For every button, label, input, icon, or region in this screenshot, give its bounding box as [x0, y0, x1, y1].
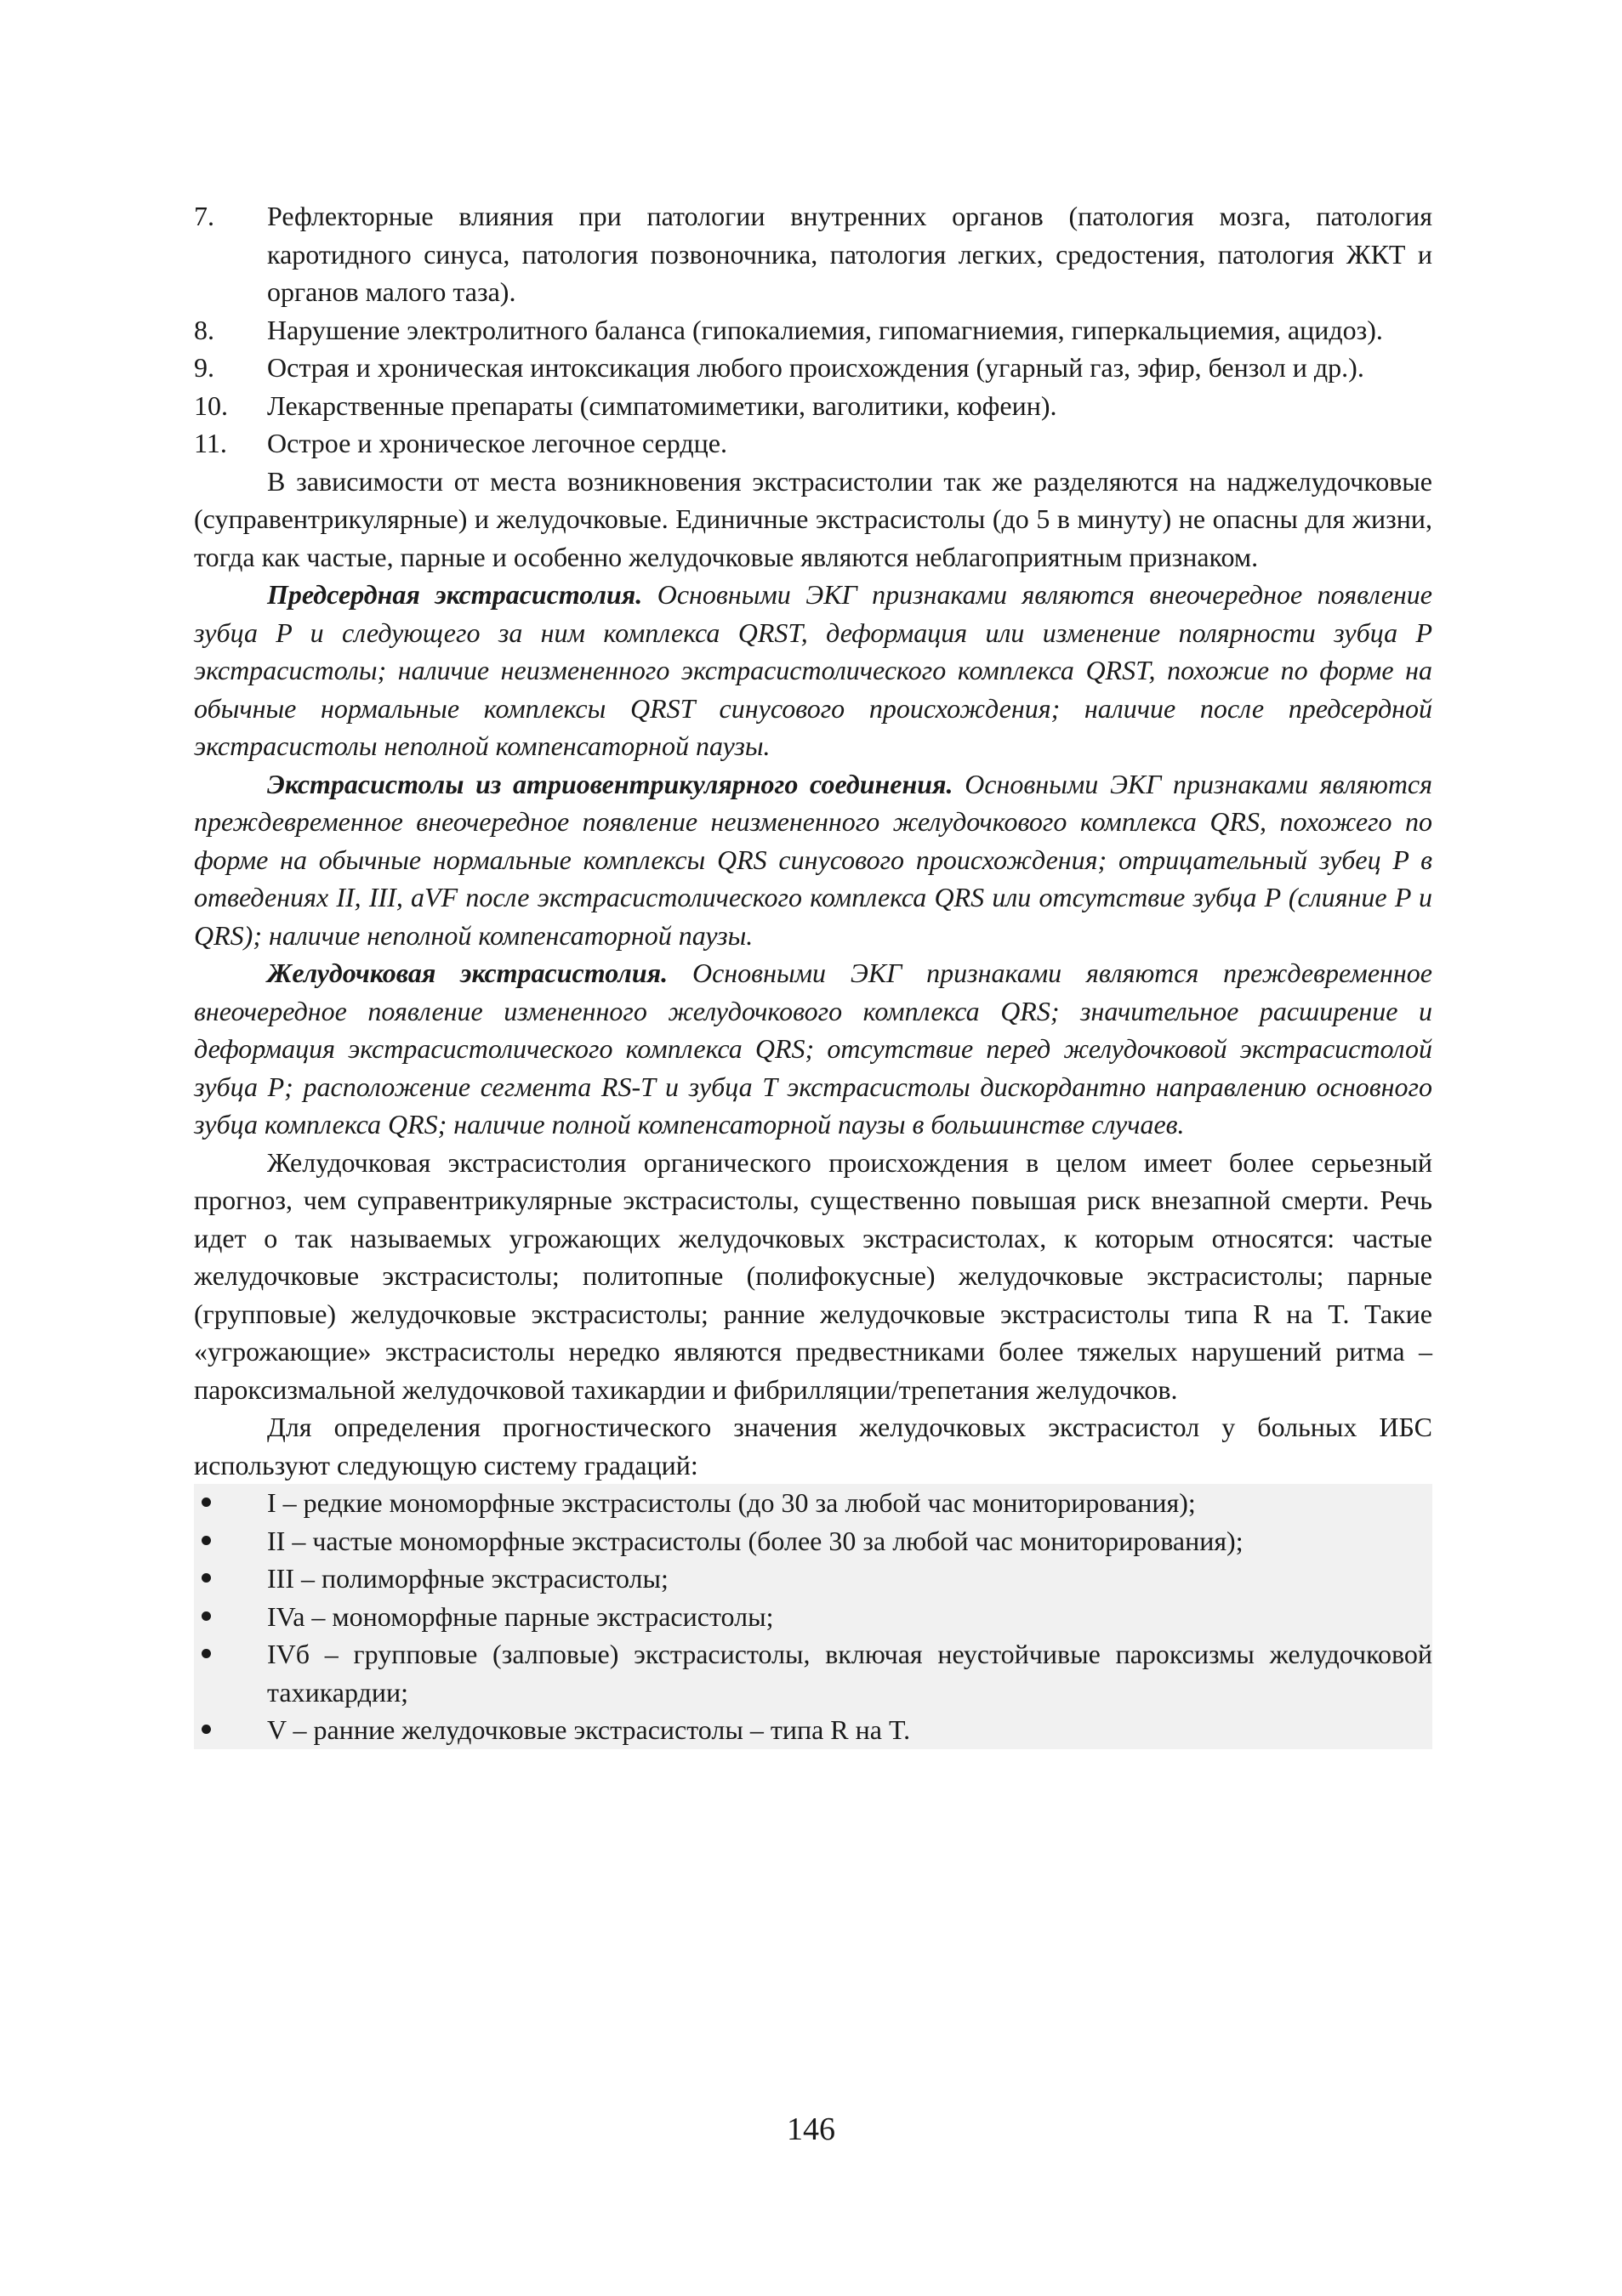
gradation-item — [194, 1635, 1432, 1711]
bullet-icon — [202, 1725, 211, 1734]
paragraph-prognosis: Желудочковая экстрасистолия органического происхождения в целом имеет более серьезный прогноз, чем суправентрикулярные экстрасистолы, существенно повышая риск внезапной смерти. Речь идет о так называемых угрожающих желудочковых экстрасистолах, к которым относятся: частые желудочковые экстрасистолы; политопные (полифокусные) желудочковые экстрасистолы; парные (групповые) желудочковые экстрасистолы; ранние желудочковые экстрасистолы типа R на T. Такие «угрожающие» экстрасистолы нередко являются предвестниками более тяжелых нарушений ритма – пароксизмальной желудочковой тахикардии и фибрилляции/трепетания желудочков. — [194, 1146, 1432, 1405]
list-item — [194, 424, 1432, 463]
paragraph-atrial — [194, 576, 1432, 765]
numbered-list — [194, 197, 1432, 463]
gradation-item — [194, 1598, 1432, 1636]
bullet-icon — [202, 1536, 211, 1545]
gradation-text: IVб – групповые (залповые) экстрасистолы, включая неустойчивые пароксизмы желудочковой тахикардии; — [267, 1639, 1432, 1708]
list-item — [194, 387, 1432, 425]
paragraph-ventricular — [194, 954, 1432, 1144]
gradation-text: IVa – мономорфные парные экстрасистолы; — [267, 1600, 774, 1632]
gradation-item — [194, 1560, 1432, 1598]
atrial-heading: Предсердная экстрасистолия. — [267, 579, 643, 610]
gradation-item — [194, 1711, 1432, 1749]
ventricular-text: Основными ЭКГ признаками являются преждевременное внеочередное появление измененного желудочкового комплекса QRS; значительное расширение и деформация экстрасистолического комплекса QRS; отсутствие перед желудочковой экстрасистолой зубца P; расположение сегмента RS-T и зубца T экстрасистолы дискордантно направлению основного зубца комплекса QRS; наличие полной компенсаторной паузы в большинстве случаев. — [194, 958, 1433, 1139]
atrial-text: Основными ЭКГ признаками являются внеочередное появление зубца P и следующего за ним комплекса QRST, деформация или изменение полярности зубца P экстрасистолы; наличие неизмененного экстрасистолического комплекса QRST, похожие по форме на обычные нормальные комплексы QRST синусового происхождения; наличие после предсердной экстрасистолы неполной компенсаторной паузы. — [194, 579, 1433, 761]
bullet-icon — [202, 1498, 211, 1507]
gradation-item — [194, 1484, 1432, 1522]
ventricular-heading: Желудочковая экстрасистолия. — [267, 958, 669, 988]
gradation-text: I – редкие мономорфные экстрасистолы (до 30 за любой час мониторирования); — [267, 1487, 1196, 1518]
list-item-number: 8. — [194, 314, 214, 345]
paragraph-location: В зависимости от места возникновения экстрасистолии так же разделяются на наджелудочковые (суправентрикулярные) и желудочковые. Единичные экстрасистолы (до 5 в минуту) не опасны для жизни, тогда как частые, парные и особенно желудочковые являются неблагоприятным признаком. — [194, 465, 1432, 572]
paragraph-av-junction — [194, 765, 1432, 955]
list-item-text: Лекарственные препараты (симпатомиметики, ваголитики, кофеин). — [267, 389, 1057, 421]
bullet-icon — [202, 1611, 211, 1621]
list-item-text: Острая и хроническая интоксикация любого происхождения (угарный газ, эфир, бензол и др.). — [267, 352, 1364, 383]
list-item — [194, 349, 1432, 387]
list-item-number: 7. — [194, 201, 214, 231]
list-item-text: Нарушение электролитного баланса (гипокалиемия, гипомагниемия, гиперкальциемия, ацидоз). — [267, 314, 1383, 345]
av-junction-text: Основными ЭКГ признаками являются преждевременное внеочередное появление неизмененного желудочкового комплекса QRS, похожего по форме на обычные нормальные комплексы QRS синусового происхождения; отрицательный зубец P в отведениях II, III, aVF после экстрасистолического комплекса QRS или отсутствие зубца P (слияние P и QRS); наличие неполной компенсаторной паузы. — [194, 768, 1433, 951]
list-item-text: Острое и хроническое легочное сердце. — [267, 428, 727, 458]
list-item-text: Рефлекторные влияния при патологии внутренних органов (патология мозга, патология каротидного синуса, патология позвоночника, патология легких, средостения, патология ЖКТ и органов малого таза). — [267, 201, 1432, 307]
page-body — [194, 197, 1432, 1749]
list-item — [194, 197, 1432, 311]
list-item — [194, 311, 1432, 350]
gradation-list — [194, 1484, 1432, 1749]
page-number: 146 — [787, 2111, 835, 2147]
gradation-item — [194, 1522, 1432, 1560]
av-junction-heading: Экстрасистолы из атриовентрикулярного соединения. — [267, 768, 953, 799]
gradation-text: III – полиморфные экстрасистолы; — [267, 1563, 669, 1594]
list-item-number: 10. — [194, 389, 228, 421]
paragraph-gradation: Для определения прогностического значения желудочковых экстрасистол у больных ИБС используют следующую систему градаций: — [194, 1412, 1432, 1480]
gradation-text: V – ранние желудочковые экстрасистолы – типа R на T. — [267, 1714, 911, 1745]
bullet-icon — [202, 1573, 211, 1583]
list-item-number: 11. — [194, 428, 227, 458]
list-item-number: 9. — [194, 352, 214, 383]
gradation-text: II – частые мономорфные экстрасистолы (более 30 за любой час мониторирования); — [267, 1525, 1244, 1556]
bullet-icon — [202, 1649, 211, 1658]
